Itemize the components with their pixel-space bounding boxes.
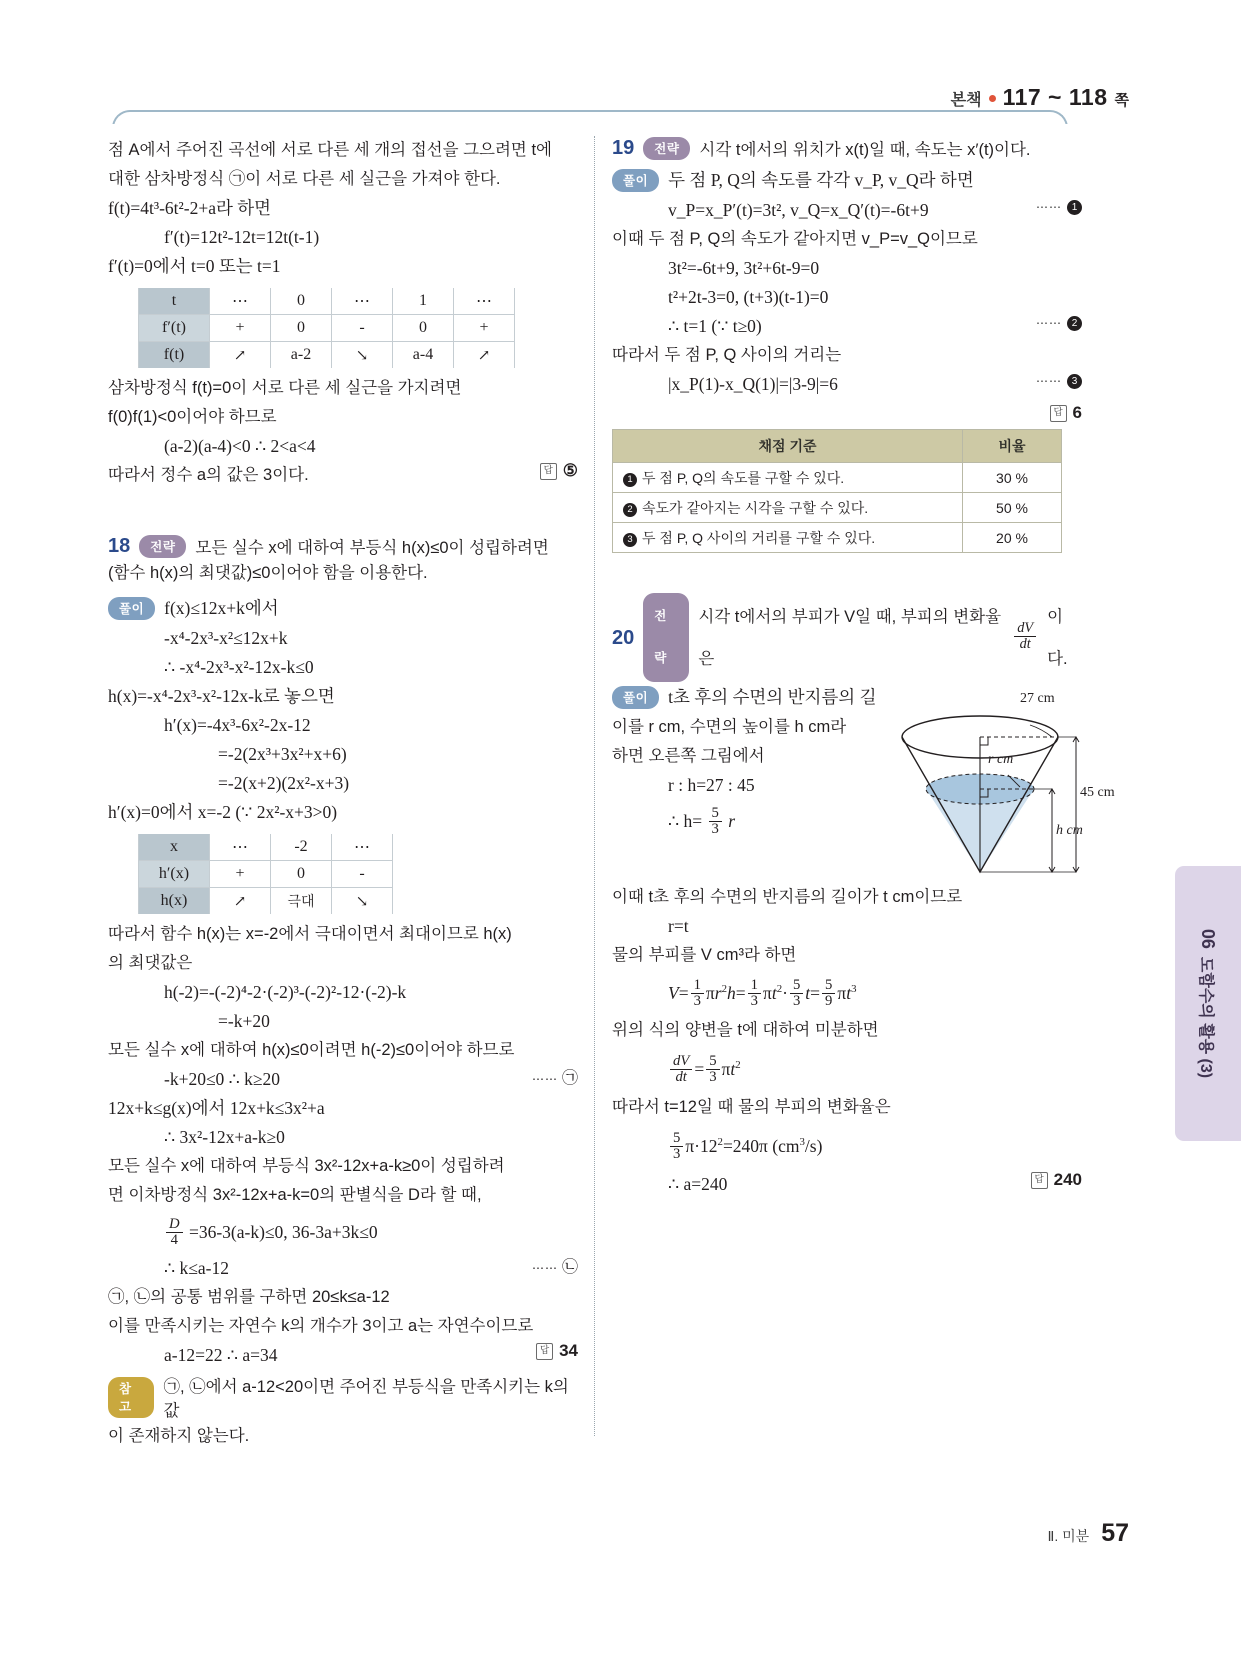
problem-18-sol-1: f(x)≤12x+k에서 (164, 598, 279, 618)
problem-20-eq-rt: r=t (668, 916, 689, 936)
rubric-bullet-1: 1 (623, 473, 637, 487)
problem-18-note-1: ㉠, ㉡에서 a-12<20이면 주어진 부등식을 만족시키는 k의 값 (163, 1378, 569, 1420)
answer-mark-icon: 답 (536, 1343, 553, 1360)
strategy-tag: 전략 (643, 593, 689, 682)
eq-V-lhs: V (668, 983, 679, 1003)
table-row (613, 523, 1062, 553)
problem-20-eq-final: $\frac{5}{3}$ $\pi\cdot 12^2=240\pi$ $(cm^3/s)$ (612, 1122, 1082, 1170)
vtbl-f-r2c3: a-4 (393, 342, 454, 369)
problem-18-note-head (108, 1373, 578, 1421)
problem-20-strategy-post: 이다. (1047, 607, 1068, 668)
problem-18-strategy-1: 모든 실수 x에 대하여 부등식 h(x)≤0이 성립하려면 (195, 539, 549, 557)
cont-conclusion: 따라서 정수 a의 값은 3이다. (108, 466, 309, 484)
problem-18-eq-hmax1: h(-2)=-(-2)⁴-2·(-2)³-(-2)²-12·(-2)-k (164, 982, 407, 1002)
h-fraction (709, 806, 722, 838)
problem-18-eq-final: a-12=22 ∴ a=34 (164, 1345, 278, 1365)
problem-18-sol-6: =-2(2x³+3x²+x+6) (218, 744, 347, 764)
step-3-dots: ⋯⋯ (1036, 374, 1062, 388)
step-mark-1 (1036, 200, 1082, 215)
cont-after-1: 삼차방정식 f(t)=0이 서로 다른 세 실근을 가지려면 (108, 379, 462, 397)
answer-value-19: 6 (1072, 403, 1082, 422)
problem-20-eq-ratio: r : h=27 : 45 (668, 775, 755, 795)
vtbl-h-r0c0: ⋯ (210, 834, 271, 861)
problem-19-sol-7: 따라서 두 점 P, Q 사이의 거리는 (612, 346, 842, 364)
vtbl-h-head-2: h(x) (139, 888, 210, 915)
vtbl-f-r2c1: a-2 (271, 342, 332, 369)
h-fraction-denominator: 3 (709, 821, 722, 837)
problem-18-eq-g2: ∴ 3x²-12x+a-k≥0 (164, 1127, 285, 1147)
cont-line-1: 점 A에서 주어진 곡선에 서로 다른 세 개의 접선을 그으려면 t에 (108, 141, 552, 159)
problem-20-sol-1: t초 후의 수면의 반지름의 길 (668, 687, 877, 707)
problem-18-sol-4: h(x)=-x⁴-2x³-x²-12x-k로 놓으면 (108, 686, 335, 706)
cont-eq-1: f(t)=4t³-6t²-2+a라 하면 (108, 198, 272, 218)
problem-18-line-disc-1: 모든 실수 x에 대하여 부등식 3x²-12x+a-k≥0이 성립하려 (108, 1157, 505, 1175)
dvdt-fraction (1014, 621, 1036, 652)
discriminant-denominator: 4 (166, 1232, 183, 1248)
problem-18-sol-7: =-2(x+2)(2x²-x+3) (218, 773, 350, 793)
left-column (108, 136, 578, 1451)
figure-label-h: h cm (1056, 823, 1083, 838)
answer-mark-icon: 답 (1050, 405, 1067, 422)
vtbl-f-r0c4: ⋯ (454, 288, 515, 315)
problem-20-line-rt: 이때 t초 후의 수면의 반지름의 길이가 t cm이므로 (612, 888, 963, 906)
dvdt-numerator: dV (1017, 620, 1034, 637)
problem-19 (612, 136, 1082, 553)
rubric-table (612, 429, 1062, 553)
rubric-row-1-rate: 50 % (963, 493, 1062, 523)
problem-20-eq-h-post: r (728, 811, 736, 831)
rubric-bullet-2: 2 (623, 503, 637, 517)
cont-eq-2: f′(t)=12t²-12t=12t(t-1) (164, 227, 320, 247)
mark-b-symbol: ㉡ (561, 1259, 578, 1276)
step-2-bullet: 2 (1067, 316, 1082, 331)
mark-a-symbol: ㉠ (561, 1070, 578, 1087)
vtbl-h-r2c1: 극대 (271, 888, 332, 915)
problem-20-sol-2: 이를 r cm, 수면의 높이를 h cm라 (612, 718, 847, 736)
rubric-row-2-criterion (613, 523, 963, 553)
discriminant-numerator: D (169, 1216, 180, 1233)
table-row (139, 342, 515, 369)
problem-18-line-common: ㉠, ㉡의 공통 범위를 구하면 20≤k≤a-12 (108, 1288, 390, 1306)
vtbl-f-r1c0: + (210, 315, 271, 342)
problem-20-sol-3: 하면 오른쪽 그림에서 (612, 747, 765, 765)
problem-18-eq-g1: 12x+k≤g(x)에서 12x+k≤3x²+a (108, 1098, 325, 1118)
table-row (139, 888, 393, 915)
problem-20-head (612, 593, 1082, 682)
solution-tag: 풀이 (108, 597, 155, 620)
problem-18-eq-disc-rest: =36-3(a-k)≤0, 36-3a+3k≤0 (188, 1222, 378, 1242)
vtbl-f-r1c4: + (454, 315, 515, 342)
one-third-1: $\frac{1}{3}$ (691, 978, 704, 1010)
dVdt-fraction-2: $\frac{dV}{dt}$ (670, 1054, 692, 1086)
rubric-row-2-text: 두 점 P, Q 사이의 거리를 구할 수 있다. (642, 529, 876, 546)
problem-20-eq-a: ∴ a=240 (668, 1174, 728, 1194)
vtbl-h-r1c1: 0 (271, 861, 332, 888)
strategy-tag: 전략 (643, 137, 690, 160)
vtbl-f-r1c2: - (332, 315, 393, 342)
problem-18-sol-8: h′(x)=0에서 x=-2 (∵ 2x²-x+3>0) (108, 802, 338, 822)
vtbl-f-r2c4: ↗ (454, 342, 515, 369)
vtbl-h-r1c0: + (210, 861, 271, 888)
rubric-row-0-rate: 30 % (963, 463, 1062, 493)
problem-18-head (108, 534, 578, 558)
vtbl-f-r1c3: 0 (393, 315, 454, 342)
vtbl-f-r0c1: 0 (271, 288, 332, 315)
footer-page-number: 57 (1101, 1519, 1129, 1547)
page-footer (1047, 1519, 1129, 1548)
vtbl-f-r2c0: ↗ (210, 342, 271, 369)
vtbl-h-head-0: x (139, 834, 210, 861)
header-book-label: 본책 (950, 92, 982, 109)
discriminant-fraction (166, 1217, 183, 1249)
rubric-row-0-text: 두 점 P, Q의 속도를 구할 수 있다. (642, 469, 845, 486)
vtbl-h-head-1: h′(x) (139, 861, 210, 888)
problem-18-after-2: 의 최댓값은 (108, 954, 193, 972)
problem-20-eq-h-pre: ∴ h= (668, 811, 703, 831)
answer-row-20 (1031, 1170, 1082, 1190)
table-row (139, 288, 515, 315)
vtbl-f-r0c0: ⋯ (210, 288, 271, 315)
problem-18-eq-k1: -k+20≤0 ∴ k≥20 (164, 1069, 281, 1089)
problem-20-line-final: 따라서 t=12일 때 물의 부피의 변화율은 (612, 1098, 891, 1116)
mark-b (532, 1254, 578, 1277)
problem-18-eq-hmax2: =-k+20 (218, 1011, 270, 1031)
vtbl-f-head-1: f′(t) (139, 315, 210, 342)
chapter-side-tab-text (1175, 866, 1241, 1141)
rubric-row-2-rate: 20 % (963, 523, 1062, 553)
answer-row-18 (536, 1341, 578, 1361)
column-divider (594, 136, 595, 1436)
problem-18-eq-k2: ∴ k≤a-12 (164, 1258, 229, 1278)
rubric-bullet-3: 3 (623, 533, 637, 547)
vtbl-h-r0c2: ⋯ (332, 834, 393, 861)
rubric-row-0-criterion (613, 463, 963, 493)
cont-after-2: f(0)f(1)<0이어야 하므로 (108, 408, 277, 426)
right-column (612, 136, 1115, 1199)
table-row (139, 315, 515, 342)
problem-20-line-vol: 물의 부피를 V cm³라 하면 (612, 946, 797, 964)
problem-19-solution-head (612, 166, 1082, 195)
figure-label-r: r cm (988, 752, 1014, 767)
vtbl-f-r2c2: ↘ (332, 342, 393, 369)
five-thirds-3: $\frac{5}{3}$ (670, 1131, 683, 1163)
step-2-dots: ⋯⋯ (1036, 316, 1062, 330)
problem-20-strategy-pre: 시각 t에서의 부피가 V일 때, 부피의 변화율은 (698, 607, 1002, 668)
problem-18-sol-5: h′(x)=-4x³-6x²-2x-12 (164, 715, 311, 735)
header-page-suffix: 쪽 (1114, 92, 1129, 109)
answer-value-20: 240 (1053, 1170, 1082, 1189)
problem-18-strategy-2: (함수 h(x)의 최댓값)≤0이어야 함을 이용한다. (108, 564, 428, 582)
one-third-2: $\frac{1}{3}$ (748, 978, 761, 1010)
answer-mark-icon: 답 (1031, 1172, 1048, 1189)
vtbl-f-r0c3: 1 (393, 288, 454, 315)
solution-tag: 풀이 (612, 169, 659, 192)
problem-20-eq-V: V= $\frac{1}{3}$ $\pi r^2h=$ $\frac{1}{3}$ $\pi t^2\cdot$ $\frac{5}{3}$ t= $\frac{5}{9}$ $\pi t^3$ (668, 977, 857, 1010)
problem-18-note-2: 이 존재하지 않는다. (108, 1427, 250, 1445)
problem-19-sol-4: 3t²=-6t+9, 3t²+6t-9=0 (668, 258, 820, 278)
mark-b-dots: ⋯⋯ (531, 1261, 558, 1275)
vtbl-f-head-0: t (139, 288, 210, 315)
problem-18-sol-2: -x⁴-2x³-x²≤12x+k (164, 628, 288, 648)
chapter-number: 06 (1198, 928, 1219, 949)
problem-18-line-cond: 모든 실수 x에 대하여 h(x)≤0이려면 h(-2)≤0이어야 하므로 (108, 1041, 515, 1059)
page-header (951, 84, 1129, 111)
cont-eq-4: (a-2)(a-4)<0 ∴ 2<a<4 (164, 436, 316, 456)
solution-tag: 풀이 (612, 686, 659, 709)
problem-18-sol-3: ∴ -x⁴-2x³-x²-12x-k≤0 (164, 657, 314, 677)
five-ninths: $\frac{5}{9}$ (822, 978, 835, 1010)
problem-19-sol-8: |x_P(1)-x_Q(1)|=|3-9|=6 (668, 374, 838, 394)
problem-20-line-diff: 위의 식의 양변을 t에 대하여 미분하면 (612, 1021, 879, 1039)
problem-19-sol-6: ∴ t=1 (∵ t≥0) (668, 316, 762, 336)
chapter-side-tab (1175, 866, 1241, 1141)
table-row (613, 493, 1062, 523)
answer-mark-icon: 답 (540, 463, 557, 480)
problem-19-strategy: 시각 t에서의 위치가 x(t)일 때, 속도는 x′(t)이다. (699, 141, 1031, 159)
cont-line-2: 대한 삼차방정식 ㉠이 서로 다른 세 실근을 가져야 한다. (108, 170, 501, 188)
problem-19-sol-1: 두 점 P, Q의 속도를 각각 v_P, v_Q라 하면 (668, 170, 974, 190)
cone-figure (880, 691, 1115, 882)
table-row (139, 834, 393, 861)
mark-a-dots: ⋯⋯ (531, 1072, 558, 1086)
problem-18-eq-disc (108, 1210, 578, 1254)
problem-19-number: 19 (612, 136, 635, 159)
footer-part-label: Ⅱ. 미분 (1047, 1528, 1090, 1544)
rubric-header-rate: 비율 (963, 430, 1062, 463)
answer-row-19 (612, 403, 1082, 423)
five-thirds: $\frac{5}{3}$ (790, 978, 803, 1010)
table-header-row (613, 430, 1062, 463)
table-row (613, 463, 1062, 493)
header-page-range: 117 ~ 118 (1002, 84, 1108, 110)
header-rule (112, 110, 1068, 136)
rubric-header-criterion: 채점 기준 (613, 430, 963, 463)
step-1-bullet: 1 (1067, 200, 1082, 215)
cont-eq-3: f′(t)=0에서 t=0 또는 t=1 (108, 256, 281, 276)
continued-solution (108, 136, 578, 490)
answer-value-17: ⑤ (562, 461, 578, 480)
chapter-label: 도함수의 활용 (3) (1197, 956, 1215, 1079)
problem-18-after-1: 따라서 함수 h(x)는 x=-2에서 극대이면서 최대이므로 h(x) (108, 925, 512, 943)
variation-table-f (138, 288, 515, 368)
header-dot-icon (989, 95, 996, 102)
problem-18-line-disc-2: 면 이차방정식 3x²-12x+a-k=0의 판별식을 D라 할 때, (108, 1186, 482, 1204)
problem-18-line-nat: 이를 만족시키는 자연수 k의 개수가 3이고 a는 자연수이므로 (108, 1317, 534, 1335)
vtbl-h-r2c0: ↗ (210, 888, 271, 915)
problem-20-eq-dV: $\frac{dV}{dt}$ = $\frac{5}{3}$ $\pi t^2$ (612, 1045, 1082, 1093)
problem-19-sol-2: v_P=x_P′(t)=3t², v_Q=x_Q′(t)=-6t+9 (668, 200, 929, 220)
figure-label-27cm: 27 cm (1020, 691, 1055, 706)
h-fraction-numerator: 5 (711, 805, 719, 822)
vtbl-h-r2c2: ↘ (332, 888, 393, 915)
problem-20-number: 20 (612, 626, 635, 649)
variation-table-h (138, 834, 393, 914)
problem-19-sol-5: t²+2t-3=0, (t+3)(t-1)=0 (668, 287, 829, 307)
vtbl-f-head-2: f(t) (139, 342, 210, 369)
problem-18 (108, 534, 578, 1451)
problem-18-solution-head (108, 594, 578, 623)
table-row (139, 861, 393, 888)
rubric-row-1-criterion (613, 493, 963, 523)
vtbl-h-r0c1: -2 (271, 834, 332, 861)
step-mark-3 (1036, 374, 1082, 389)
problem-20 (612, 593, 1115, 1199)
problem-19-sol-3: 이때 두 점 P, Q의 속도가 같아지면 v_P=v_Q이므로 (612, 230, 978, 248)
strategy-tag: 전략 (139, 535, 186, 558)
vtbl-f-r0c2: ⋯ (332, 288, 393, 315)
problem-18-number: 18 (108, 534, 131, 557)
step-mark-2 (1036, 316, 1082, 331)
answer-row-17 (540, 461, 578, 481)
problem-19-head (612, 136, 1082, 160)
vtbl-h-r1c2: - (332, 861, 393, 888)
five-thirds-2: $\frac{5}{3}$ (706, 1054, 719, 1086)
cone-svg (880, 697, 1080, 882)
step-1-dots: ⋯⋯ (1036, 200, 1062, 214)
mark-a (532, 1065, 578, 1088)
figure-label-45cm: 45 cm (1080, 785, 1115, 800)
answer-value-18: 34 (559, 1341, 578, 1360)
note-tag: 참고 (108, 1377, 154, 1418)
rubric-row-1-text: 속도가 같아지는 시각을 구할 수 있다. (642, 499, 869, 516)
step-3-bullet: 3 (1067, 374, 1082, 389)
vtbl-f-r1c1: 0 (271, 315, 332, 342)
dvdt-denominator: dt (1014, 636, 1036, 652)
